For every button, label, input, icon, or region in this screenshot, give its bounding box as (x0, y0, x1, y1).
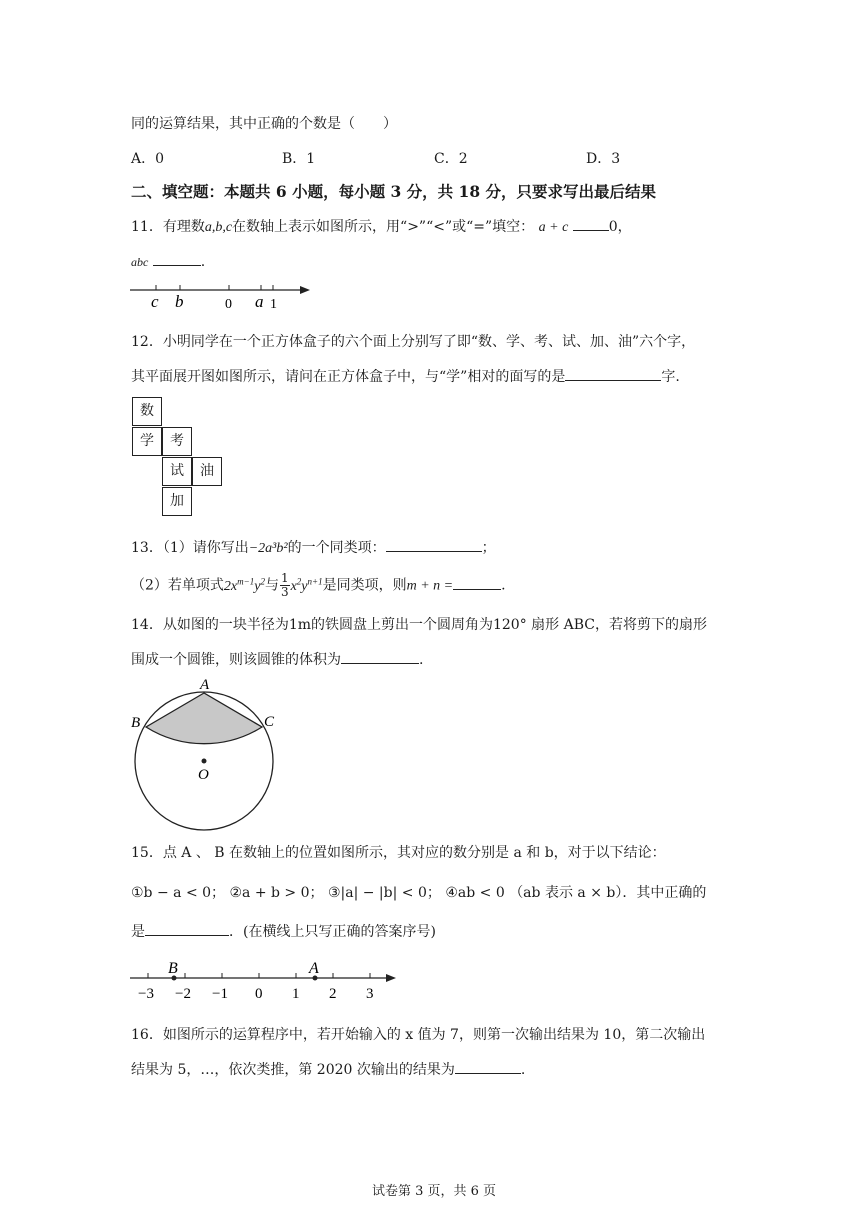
net-cell-you: 油 (192, 457, 222, 486)
q10-option-d: D．3 (586, 151, 621, 167)
sector-abc (146, 693, 262, 744)
tick-label-2: 2 (329, 986, 337, 1002)
q13-blank-1[interactable] (386, 537, 482, 552)
q10-option-c: C．2 (434, 151, 468, 167)
q13-part1 (131, 537, 496, 557)
label-b: B (131, 715, 141, 731)
q11-prefix: 11．有理数 (131, 219, 205, 235)
q13-part2-expr: m + n = (406, 578, 454, 594)
q13-part2-mid: 与 (264, 577, 279, 594)
q11-text (131, 216, 632, 236)
q16-line2 (131, 1059, 525, 1079)
q11-after2: . (200, 254, 206, 270)
net-cell-kao: 考 (162, 427, 192, 456)
q15-line1: 15．点 A 、 B 在数轴上的位置如图所示，其对应的数分别是 a 和 b，对于以下结论： (131, 845, 666, 861)
q12-line2-prefix: 其平面展开图如图所示，请问在正方体盒子中，与“学”相对的面写的是 (131, 369, 566, 385)
q13-monomial-2: $x^2y^{n+1}$ (290, 575, 323, 594)
q11-vars: a,b,c (204, 220, 233, 235)
q14-line1: 14．从如图的一块半径为1m的铁圆盘上剪出一个圆周角为120° 扇形 ABC，若将剪下的扇形 (131, 617, 707, 633)
label-c: C (264, 714, 275, 730)
q15-blank[interactable] (145, 921, 229, 936)
q11-middle: 在数轴上表示如图所示，用“>”“<”或“=”填空： (232, 219, 535, 235)
net-cell-xue: 学 (132, 427, 162, 456)
q11-line2 (131, 251, 205, 270)
tick-label-3: 3 (366, 986, 374, 1002)
axis-arrow (386, 974, 396, 982)
q13-blank-2[interactable] (453, 575, 501, 590)
q10-tail-text: 同的运算结果，其中正确的个数是（ ） (131, 116, 397, 132)
label-0: 0 (225, 297, 232, 312)
q15-conclusion-1: ①b − a < 0； (131, 885, 226, 901)
q13-part2 (131, 572, 506, 599)
q13-part2-end: . (501, 577, 506, 594)
tick-label-1: 1 (292, 986, 300, 1002)
q11-blank-1[interactable] (573, 216, 609, 231)
q15-conclusion-4: ④ab < 0 (445, 885, 505, 901)
q14-sector-figure (128, 675, 288, 835)
axis-arrow (300, 286, 310, 294)
q10-option-a: A．0 (131, 151, 165, 167)
q13-fraction: $\frac{1}{3}$ (280, 571, 289, 599)
net-cell-shi: 试 (162, 457, 192, 486)
label-c: c (151, 292, 159, 311)
q13-part1-suffix: 的一个同类项： (287, 540, 386, 556)
q11-expr2: abc (131, 255, 149, 269)
page-footer: 试卷第 3 页，共 6 页 (371, 1184, 497, 1199)
label-a: A (309, 960, 319, 977)
q13-part1-prefix: 13．（1）请你写出 (131, 540, 249, 556)
q13-part2-suffix: 是同类项，则 (322, 577, 407, 594)
q11-number-line (128, 282, 314, 312)
q14-line2-prefix: 围成一个圆锥，则该圆锥的体积为 (131, 652, 341, 668)
q14-line2-suffix: . (419, 652, 424, 668)
label-1: 1 (270, 297, 277, 312)
q13-part1-expr: −2a³b² (248, 541, 288, 556)
center-point (202, 759, 207, 764)
q15-line3 (131, 921, 436, 941)
label-a: a (255, 292, 264, 311)
q15-line3-prefix: 是 (131, 924, 145, 940)
net-cell-shu: 数 (132, 397, 162, 426)
label-b: B (168, 960, 178, 977)
q10-option-b: B．1 (282, 151, 316, 167)
label-a: A (200, 677, 210, 693)
q15-conclusion-3: ③|a| − |b| < 0； (327, 885, 441, 901)
q11-after1: 0， (608, 219, 632, 235)
q16-line2-prefix: 结果为 5，…，依次类推，第 2020 次输出的结果为 (131, 1062, 455, 1078)
label-o: O (198, 767, 209, 783)
q11-blank-2[interactable] (153, 251, 201, 266)
q14-line2 (131, 649, 423, 669)
q12-line2-suffix: 字. (661, 369, 680, 385)
net-cell-jia: 加 (162, 487, 192, 516)
axis-ticks (148, 973, 370, 978)
q12-line2 (131, 366, 680, 386)
q13-part1-end: ； (481, 540, 496, 556)
q16-blank[interactable] (455, 1059, 521, 1074)
q16-line1: 16．如图所示的运算程序中，若开始输入的 x 值为 7，则第一次输出结果为 10，第二次输出 (131, 1027, 706, 1043)
q15-line2 (131, 882, 706, 902)
q15-line3-suffix: ．(在横线上只写正确的答案序号) (229, 924, 436, 940)
tick-label-neg1: −1 (212, 986, 228, 1002)
q12-line1: 12．小明同学在一个正方体盒子的六个面上分别写了即“数、学、考、试、加、油”六个字， (131, 334, 696, 350)
tick-label-neg2: −2 (175, 986, 191, 1002)
q13-part2-prefix: （2）若单项式 (131, 577, 224, 594)
tick-label-0: 0 (255, 986, 263, 1002)
q15-number-line (128, 956, 400, 1004)
q11-expr1: a + c (538, 220, 569, 235)
section-title: 二、填空题：本题共 6 小题，每小题 3 分，共 18 分，只要求写出最后结果 (131, 182, 657, 201)
q15-conclusion-2: ②a + b > 0； (229, 885, 324, 901)
q14-blank[interactable] (341, 649, 419, 664)
q16-line2-suffix: . (520, 1062, 526, 1078)
tick-label-neg3: −3 (138, 986, 154, 1002)
q13-monomial-1: $2x^{m-1}y^2$ (223, 575, 265, 594)
q15-note: （ab 表示 a × b）．其中正确的 (509, 885, 707, 901)
q12-blank[interactable] (565, 366, 661, 381)
label-b: b (175, 292, 184, 311)
